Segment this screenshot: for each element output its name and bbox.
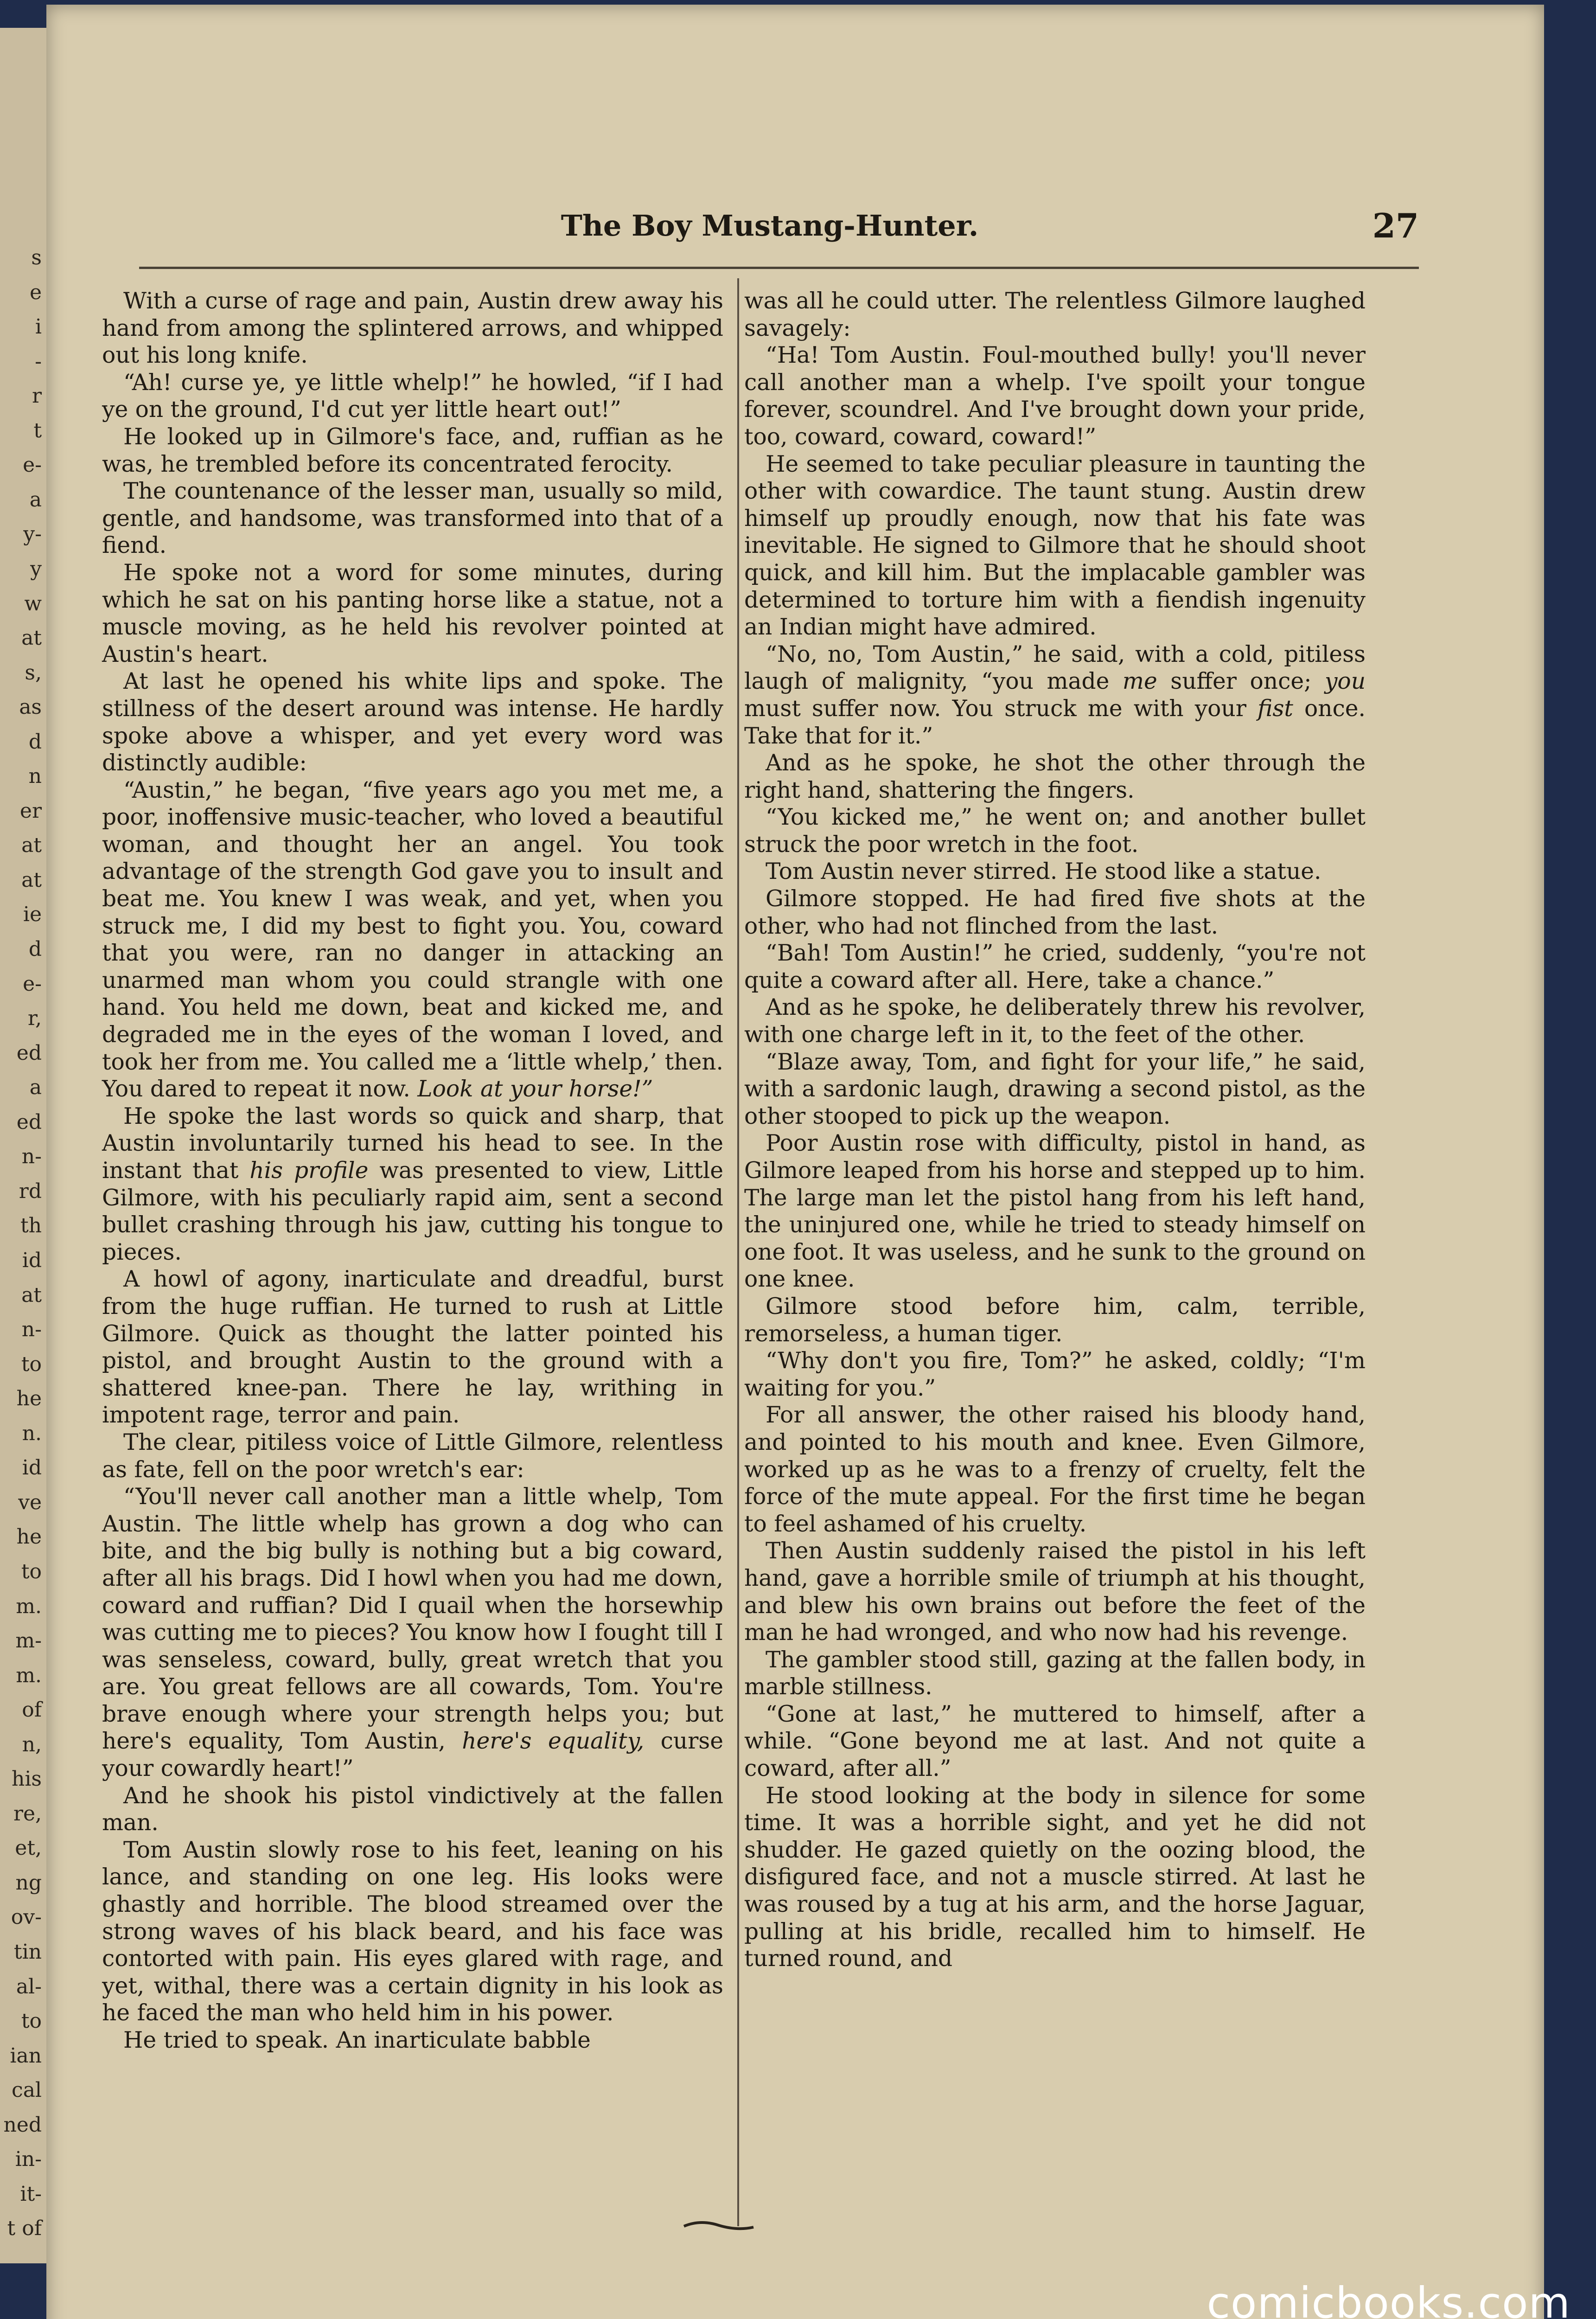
adjacent-page-fragment: n- bbox=[21, 1145, 42, 1169]
paragraph: At last he opened his white lips and spoke. The stillness of the desert around was intense. He hardly spoke above a whisper, and yet every word was distinctly audible: bbox=[102, 668, 723, 776]
paragraph: “Blaze away, Tom, and fight for your life,” he said, with a sardonic laugh, drawing a second pistol, as the other stooped to pick up the weapon. bbox=[744, 1049, 1366, 1129]
adjacent-page-fragment: cal bbox=[12, 2078, 42, 2102]
paragraph: He tried to speak. An inarticulate babble bbox=[123, 2027, 591, 2053]
book-page bbox=[46, 5, 1544, 2319]
running-title: The Boy Mustang-Hunter. bbox=[561, 209, 979, 243]
paragraph bbox=[102, 1103, 723, 1266]
paragraph: The clear, pitiless voice of Little Gilmore, relentless as fate, fell on the poor wretch's ear: bbox=[102, 1429, 723, 1483]
adjacent-page-fragment: at bbox=[21, 626, 42, 650]
adjacent-page-fragment: th bbox=[20, 1214, 42, 1238]
adjacent-page-fragment: ed bbox=[16, 1110, 42, 1134]
adjacent-page-fragment: s, bbox=[25, 660, 42, 685]
adjacent-page-fragment: y bbox=[30, 557, 42, 581]
paragraph: “Bah! Tom Austin!” he cried, suddenly, “you're not quite a coward after all. Here, take a chance.” bbox=[744, 940, 1366, 993]
adjacent-page-fragment: a bbox=[29, 487, 42, 512]
italic-text: here's equality, bbox=[462, 1728, 645, 1755]
paragraph: And as he spoke, he shot the other through the right hand, shattering the fingers. bbox=[744, 750, 1366, 803]
adjacent-page-fragment: i bbox=[35, 315, 42, 339]
paragraph: The countenance of the lesser man, usually so mild, gentle, and handsome, was transformed into that of a fiend. bbox=[102, 478, 723, 559]
printer-ornament bbox=[682, 2217, 756, 2236]
adjacent-page-fragment: s bbox=[31, 246, 42, 269]
adjacent-page-fragment: ned bbox=[3, 2113, 42, 2137]
adjacent-page-fragment: y- bbox=[23, 522, 42, 546]
adjacent-page-fragment: at bbox=[21, 833, 42, 858]
text-run: once. Take that for it.” bbox=[744, 695, 1366, 749]
adjacent-page-fragment: ng bbox=[15, 1871, 42, 1895]
paragraph: And as he spoke, he deliberately threw his revolver, with one charge left in it, to the feet of the other. bbox=[744, 994, 1366, 1048]
paragraph: “Ha! Tom Austin. Foul-mouthed bully! you'll never call another man a whelp. I've spoilt your tongue forever, scoundrel. And I've brought down your pride, too, coward, coward, coward!” bbox=[744, 342, 1366, 450]
adjacent-page-fragment: of bbox=[22, 1698, 42, 1722]
paragraph bbox=[744, 641, 1366, 750]
paragraph: He looked up in Gilmore's face, and, ruffian as he was, he trembled before its concentrated ferocity. bbox=[102, 423, 723, 477]
italic-text: his profile bbox=[249, 1158, 369, 1184]
adjacent-page-fragment: - bbox=[35, 349, 42, 373]
adjacent-page-fragment: as bbox=[19, 695, 42, 719]
adjacent-page-fragment: t of bbox=[7, 2217, 42, 2241]
paragraph bbox=[102, 777, 723, 1103]
page-header bbox=[121, 199, 1419, 250]
adjacent-page-fragment: e- bbox=[23, 972, 42, 996]
adjacent-page-fragment: ian bbox=[10, 2044, 42, 2068]
adjacent-page-fragment: w bbox=[24, 591, 42, 615]
adjacent-page-fragment: e bbox=[29, 280, 42, 304]
adjacent-page-fragment: re, bbox=[13, 1801, 42, 1826]
adjacent-page-fragment: n- bbox=[21, 1318, 42, 1342]
paragraph: Tom Austin never stirred. He stood like a statue. bbox=[766, 858, 1321, 885]
adjacent-page-fragment: ie bbox=[23, 903, 42, 927]
adjacent-page-fragment: ed bbox=[16, 1041, 42, 1065]
adjacent-page-strip bbox=[0, 28, 49, 2263]
adjacent-page-fragment: d bbox=[28, 730, 42, 754]
text-run: was presented to view, Little Gilmore, with his peculiarly rapid aim, sent a second bullet crashing through his jaw, cutting his tongue to pieces. bbox=[102, 1158, 724, 1265]
adjacent-page-fragment: a bbox=[29, 1076, 42, 1100]
adjacent-page-fragment: to bbox=[21, 1559, 42, 1583]
paragraph: Tom Austin slowly rose to his feet, leaning on his lance, and standing on one leg. His looks were ghastly and horrible. The blood streamed over the strong waves of his black beard, and his face was contorted with pain. His eyes glared with rage, and yet, withal, there was a certain dignity in his look as he faced the man who held him in his power. bbox=[102, 1837, 723, 2026]
adjacent-page-fragment: in- bbox=[15, 2147, 42, 2172]
left-column bbox=[102, 288, 723, 2226]
paragraph bbox=[102, 1483, 723, 1782]
adjacent-page-fragment: tin bbox=[13, 1940, 42, 1964]
paragraph: He stood looking at the body in silence for some time. It was a horrible sight, and yet he did not shudder. He gazed quietly on the oozing blood, the disfigured face, and not a muscle stirred. At last he was roused by a tug at his arm, and the horse Jaguar, pulling at his bridle, recalled him to himself. He turned round, and bbox=[744, 1782, 1366, 1972]
adjacent-page-fragment: m- bbox=[15, 1629, 42, 1653]
text-run: suffer once; bbox=[1170, 668, 1312, 695]
adjacent-page-fragment: m. bbox=[16, 1594, 42, 1618]
text-run: “No, no, Tom Austin,” he said, with a cold, pitiless laugh of malignity, “you made bbox=[744, 641, 1366, 695]
adjacent-page-fragment: n, bbox=[22, 1732, 42, 1756]
column-divider bbox=[737, 278, 739, 2226]
paragraph: For all answer, the other raised his bloody hand, and pointed to his mouth and knee. Even Gilmore, worked up as he was to a frenzy of cruelty, felt the force of the mute appeal. For the first time he began to feel ashamed of his cruelty. bbox=[744, 1402, 1366, 1537]
adjacent-page-fragment: ov- bbox=[11, 1905, 42, 1929]
adjacent-page-fragment: d bbox=[28, 937, 42, 961]
adjacent-page-fragment: id bbox=[22, 1456, 42, 1480]
italic-text: me bbox=[1122, 668, 1157, 695]
paragraph: “Ah! curse ye, ye little whelp!” he howled, “if I had ye on the ground, I'd cut yer little heart out!” bbox=[102, 369, 723, 423]
adjacent-page-fragment: al- bbox=[16, 1974, 42, 1999]
adjacent-page-fragment: n bbox=[28, 764, 42, 788]
adjacent-page-fragment: n. bbox=[22, 1421, 42, 1445]
adjacent-page-fragment: he bbox=[16, 1525, 42, 1549]
adjacent-page-fragment: ve bbox=[18, 1490, 42, 1514]
text-run: curse your cowardly heart!” bbox=[102, 1728, 723, 1782]
paragraph: was all he could utter. The relentless Gilmore laughed savagely: bbox=[744, 288, 1366, 341]
adjacent-page-fragment: he bbox=[16, 1387, 42, 1411]
adjacent-page-fragment: at bbox=[21, 1283, 42, 1307]
adjacent-page-fragment: to bbox=[21, 1352, 42, 1376]
paragraph: He seemed to take peculiar pleasure in taunting the other with cowardice. The taunt stung. Austin drew himself up proudly enough, now that his fate was inevitable. He signed to Gilmore that he should shoot quick, and kill him. But the implacable gambler was determined to torture him with a fiendish ingenuity an Indian might have admired. bbox=[744, 451, 1366, 641]
paragraph: “Gone at last,” he muttered to himself, after a while. “Gone beyond me at last. And not quite a coward, after all.” bbox=[744, 1701, 1366, 1782]
adjacent-page-fragment: r bbox=[32, 384, 42, 408]
watermark: comicbooks.com bbox=[1207, 2278, 1570, 2319]
adjacent-page-fragment: rd bbox=[19, 1179, 42, 1203]
adjacent-page-fragment: er bbox=[19, 799, 42, 823]
paragraph: Poor Austin rose with difficulty, pistol in hand, as Gilmore leaped from his horse and stepped up to him. The large man let the pistol hang from his left hand, the uninjured one, while he tried to steady himself on one foot. It was useless, and he sunk to the ground on one knee. bbox=[744, 1130, 1366, 1293]
adjacent-page-fragment: r, bbox=[27, 1006, 42, 1031]
text-run: “Austin,” he began, “five years ago you met me, a poor, inoffensive music-teacher, who loved a beautiful woman, and thought her an angel. You took advantage of the strength God gave you to insult and beat me. You knew I was weak, and yet, when you struck me, I did my best to fight you. You, coward that you were, ran no danger in attacking an unarmed man whom you could strangle with one hand. You held me down, beat and kicked me, and degraded me in the eyes of the woman I loved, and took her from me. You called me a ‘little whelp,’ then. You dared to repeat it now. bbox=[102, 777, 723, 1102]
paragraph: “Why don't you fire, Tom?” he asked, coldly; “I'm waiting for you.” bbox=[744, 1348, 1366, 1401]
paragraph: The gambler stood still, gazing at the fallen body, in marble stillness. bbox=[744, 1646, 1366, 1700]
text-run: must suffer now. You struck me with your bbox=[744, 695, 1246, 722]
adjacent-page-fragment: et, bbox=[15, 1836, 42, 1860]
adjacent-page-fragment: at bbox=[21, 868, 42, 892]
adjacent-page-fragment: his bbox=[12, 1767, 42, 1791]
adjacent-page-fragment: to bbox=[21, 2009, 42, 2033]
paragraph: And he shook his pistol vindictively at the fallen man. bbox=[102, 1782, 723, 1836]
adjacent-page-fragment: id bbox=[22, 1249, 42, 1272]
adjacent-page-fragment: t bbox=[33, 418, 42, 442]
italic-text: fist bbox=[1258, 695, 1293, 722]
italic-text: Look at your horse!” bbox=[417, 1076, 653, 1102]
adjacent-page-fragment: m. bbox=[16, 1663, 42, 1687]
paragraph: “You kicked me,” he went on; and another bullet struck the poor wretch in the foot. bbox=[744, 804, 1366, 858]
paragraph: Gilmore stopped. He had fired five shots at the other, who had not flinched from the last. bbox=[744, 886, 1366, 939]
paragraph: With a curse of rage and pain, Austin drew away his hand from among the splintered arrows, and whipped out his long knife. bbox=[102, 288, 723, 369]
text-run: “You'll never call another man a little whelp, Tom Austin. The little whelp has grown a dog who can bite, and the big bully is nothing but a big coward, after all his brags. Did I howl when you had me down, coward and ruffian? Did I quail when the horsewhip was cutting me to pieces? You know how I fought till I was senseless, coward, bully, great wretch that you are. You great fellows are all cowards, Tom. You're brave enough where your strength helps you; but here's equality, Tom Austin, bbox=[102, 1484, 723, 1755]
header-rule bbox=[139, 267, 1419, 269]
paragraph: Gilmore stood before him, calm, terrible, remorseless, a human tiger. bbox=[744, 1293, 1366, 1347]
adjacent-page-fragment: e- bbox=[23, 453, 42, 477]
italic-text: you bbox=[1324, 668, 1366, 695]
page-number: 27 bbox=[1372, 206, 1419, 245]
text-run: He spoke the last words so quick and sharp, that Austin involuntarily turned his head to see. In the instant that bbox=[102, 1103, 723, 1184]
paragraph: He spoke not a word for some minutes, during which he sat on his panting horse like a statue, not a muscle moving, as he held his revolver pointed at Austin's heart. bbox=[102, 559, 723, 667]
paragraph: A howl of agony, inarticulate and dreadful, burst from the huge ruffian. He turned to rush at Little Gilmore. Quick as thought the latter pointed his pistol, and brought Austin to the ground with a shattered knee-pan. There he lay, writhing in impotent rage, terror and pain. bbox=[102, 1266, 723, 1429]
right-column bbox=[744, 288, 1366, 2226]
paragraph: Then Austin suddenly raised the pistol in his left hand, gave a horrible smile of triumph at his thought, and blew his own brains out before the feet of the man he had wronged, and who now had his revenge. bbox=[744, 1538, 1366, 1646]
adjacent-page-fragment: it- bbox=[20, 2182, 42, 2206]
